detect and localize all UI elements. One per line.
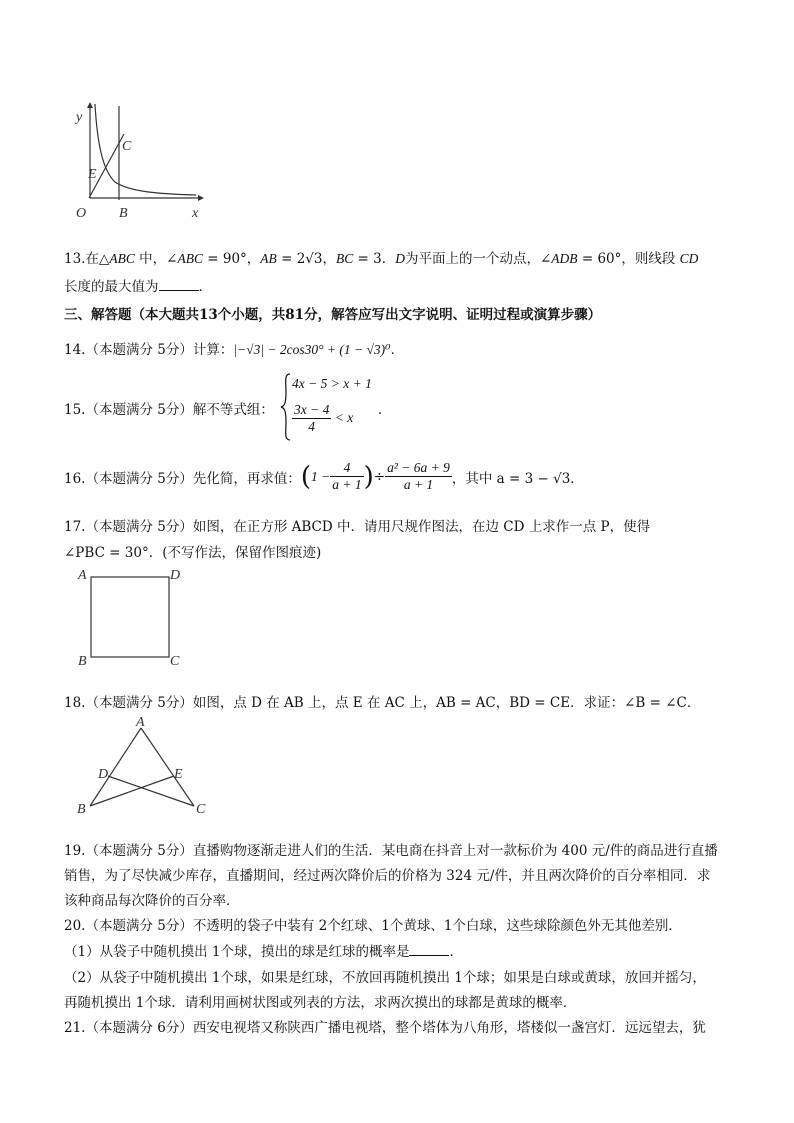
q19-line3: 该种商品每次降价的百分率． (64, 893, 240, 909)
q13-line2: 长度的最大值为 ． (64, 279, 212, 295)
q17-line1: 17.（本题满分 5分）如图，在正方形 ABCD 中．请用尺规作图法，在边 CD 上求作一点 P，使得 (64, 519, 651, 535)
label-c: C (170, 654, 180, 669)
answer-blank[interactable] (409, 943, 449, 956)
label-o: O (76, 206, 87, 221)
label-a: A (136, 715, 145, 730)
label-b: B (77, 802, 86, 817)
q15-prefix: 15.（本题满分 5分）解不等式组： (64, 402, 274, 418)
q15-ineq2: $\frac{3x - 4}{4}$ < x (294, 402, 354, 434)
q21-line1: 21.（本题满分 6分）西安电视塔又称陕西广播电视塔，整个塔体为八角形，塔楼似一盏宫灯．远远望去，犹 (64, 1020, 706, 1036)
q18-line1: 18.（本题满分 5分）如图，点 D 在 AB 上，点 E 在 AC 上，AB = AC，BD = CE．求证：∠B = ∠C． (64, 695, 701, 711)
label-c: C (196, 802, 206, 817)
label-e: E (174, 767, 183, 782)
label-x: x (192, 206, 199, 221)
q17-line2: ∠PBC = 30°．(不写作法，保留作图痕迹) (64, 545, 322, 561)
label-d: D (170, 568, 181, 583)
square-figure (74, 564, 194, 670)
q15-ineq1: 4x − 5 > x + 1 (292, 376, 372, 391)
q15-end: ． (378, 402, 392, 418)
system-brace (280, 372, 292, 442)
q16-line: 16.（本题满分 5分）先化简，再求值： ( 1 − $\frac{4}{a + 1}$ ) ÷ $\frac{\text{a² − 6a + 9}}{a + 1}$ ，其中 a = 3 − √3． (64, 460, 584, 492)
label-b: B (119, 206, 128, 221)
q19-line2: 销售，为了尽快减少库存，直播期间，经过两次降价后的价格为 324 元/件，并且两次降价的百分率相同．求 (64, 868, 711, 884)
label-c: C (122, 139, 132, 154)
answer-blank[interactable] (159, 278, 199, 291)
q20-line1: 20.（本题满分 5分）不透明的袋子中装有 2个红球、1个黄球、1个白球，这些球除颜色外无其他差别． (64, 918, 682, 934)
label-a: A (78, 568, 87, 583)
q14-line: 14.（本题满分 5分）计算：|−√3| − 2cos30° + (1 − √3)⁰． (64, 342, 405, 358)
label-y: y (76, 110, 83, 125)
q20-line3: （2）从袋子中随机摸出 1个球，如果是红球，不放回再随机摸出 1个球；如果是白球或黄球，放回并摇匀， (64, 970, 706, 986)
q20-line2: （1）从袋子中随机摸出 1个球，摸出的球是红球的概率是 ． (64, 944, 463, 960)
triangle-figure (74, 714, 214, 818)
label-e: E (88, 167, 97, 182)
q19-line1: 19.（本题满分 5分）直播购物逐渐走进人们的生活．某电商在抖音上对一款标价为 400 元/件的商品进行直播 (64, 843, 718, 859)
label-b: B (78, 654, 87, 669)
q20-line4: 再随机摸出 1个球．请利用画树状图或列表的方法，求两次摸出的球都是黄球的概率． (64, 995, 577, 1011)
label-d: D (98, 767, 109, 782)
hyperbola-figure (70, 100, 210, 222)
q13-line1: 13.在△ABC 中，∠ABC = 90°，AB = 2√3，BC = 3．D为平面上的一个动点，∠ADB = 60°，则线段 CD (64, 251, 699, 267)
section-heading: 三、解答题（本大题共13个小题，共81分，解答应写出文字说明、证明过程或演算步骤） (64, 307, 602, 323)
